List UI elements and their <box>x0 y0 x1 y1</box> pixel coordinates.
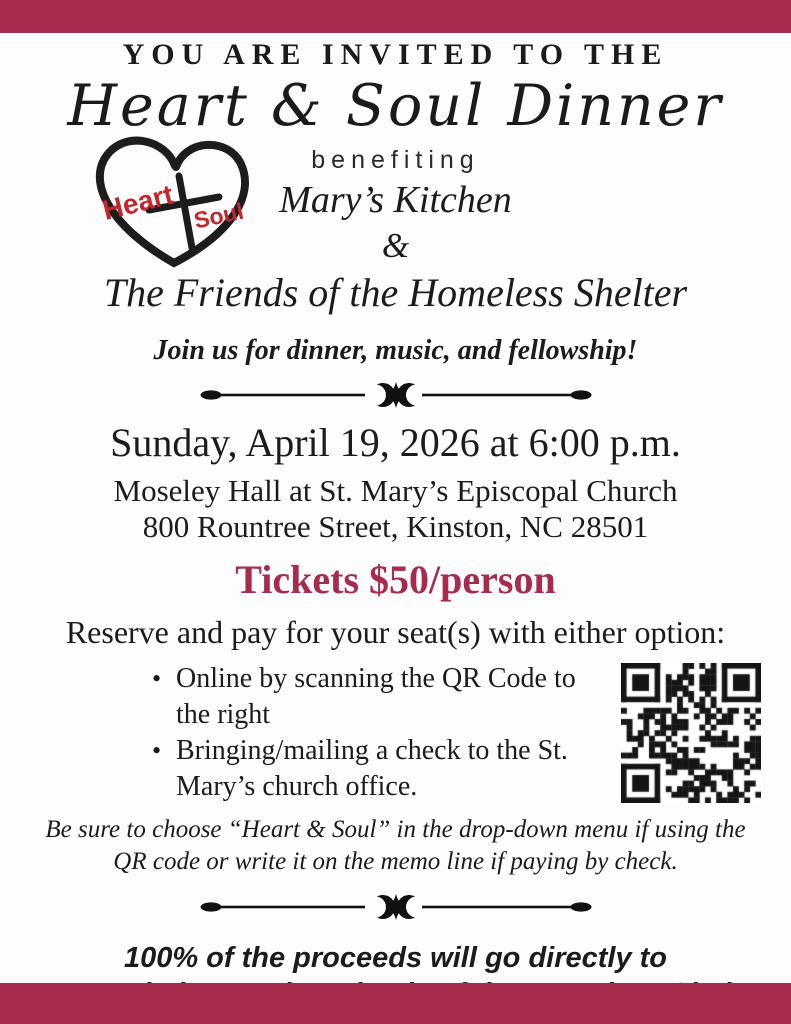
cross-icon <box>179 176 192 248</box>
beneficiary-marys-kitchen: Mary’s Kitchen <box>279 179 512 221</box>
tagline: Join us for dinner, music, and fellowship! <box>153 335 638 366</box>
reservation-intro: Reserve and pay for your seat(s) with either option: <box>65 614 726 650</box>
bottom-accent-bar <box>0 983 791 1024</box>
heart-soul-logo <box>82 122 264 274</box>
logo-word-heart: Heart <box>99 178 177 226</box>
option-online-qr: • Online by scanning the QR Code to the right <box>148 661 578 733</box>
reservation-options-list <box>148 661 578 805</box>
proceeds-line1: 100% of the proceeds will go directly to <box>123 942 668 974</box>
memo-note-line2: QR code or write it on the memo line if paying by check. <box>113 848 678 875</box>
reservation-options-row <box>148 661 761 805</box>
invite-heading: YOU ARE INVITED TO THE <box>122 38 669 71</box>
ornamental-divider-bottom <box>200 892 592 922</box>
ornamental-divider <box>200 380 592 410</box>
option-check: • Bringing/mailing a check to the St. Mary’s church office. <box>148 733 578 805</box>
logo-word-soul: Soul <box>191 197 246 234</box>
memo-note-line1: Be sure to choose “Heart & Soul” in the drop-down menu if using the <box>45 816 746 843</box>
qr-code <box>621 663 761 803</box>
beneficiary-homeless-shelter: The Friends of the Homeless Shelter <box>103 270 688 315</box>
event-title: Heart & Soul Dinner <box>67 73 724 139</box>
benefiting-label: benefiting <box>311 146 480 174</box>
top-accent-bar <box>0 0 791 33</box>
ticket-price: Tickets $50/person <box>235 557 556 602</box>
ampersand: & <box>381 226 410 265</box>
event-datetime: Sunday, April 19, 2026 at 6:00 p.m. <box>110 420 681 465</box>
event-venue: Moseley Hall at St. Mary’s Episcopal Church <box>113 473 678 508</box>
event-address: 800 Rountree Street, Kinston, NC 28501 <box>142 509 649 544</box>
